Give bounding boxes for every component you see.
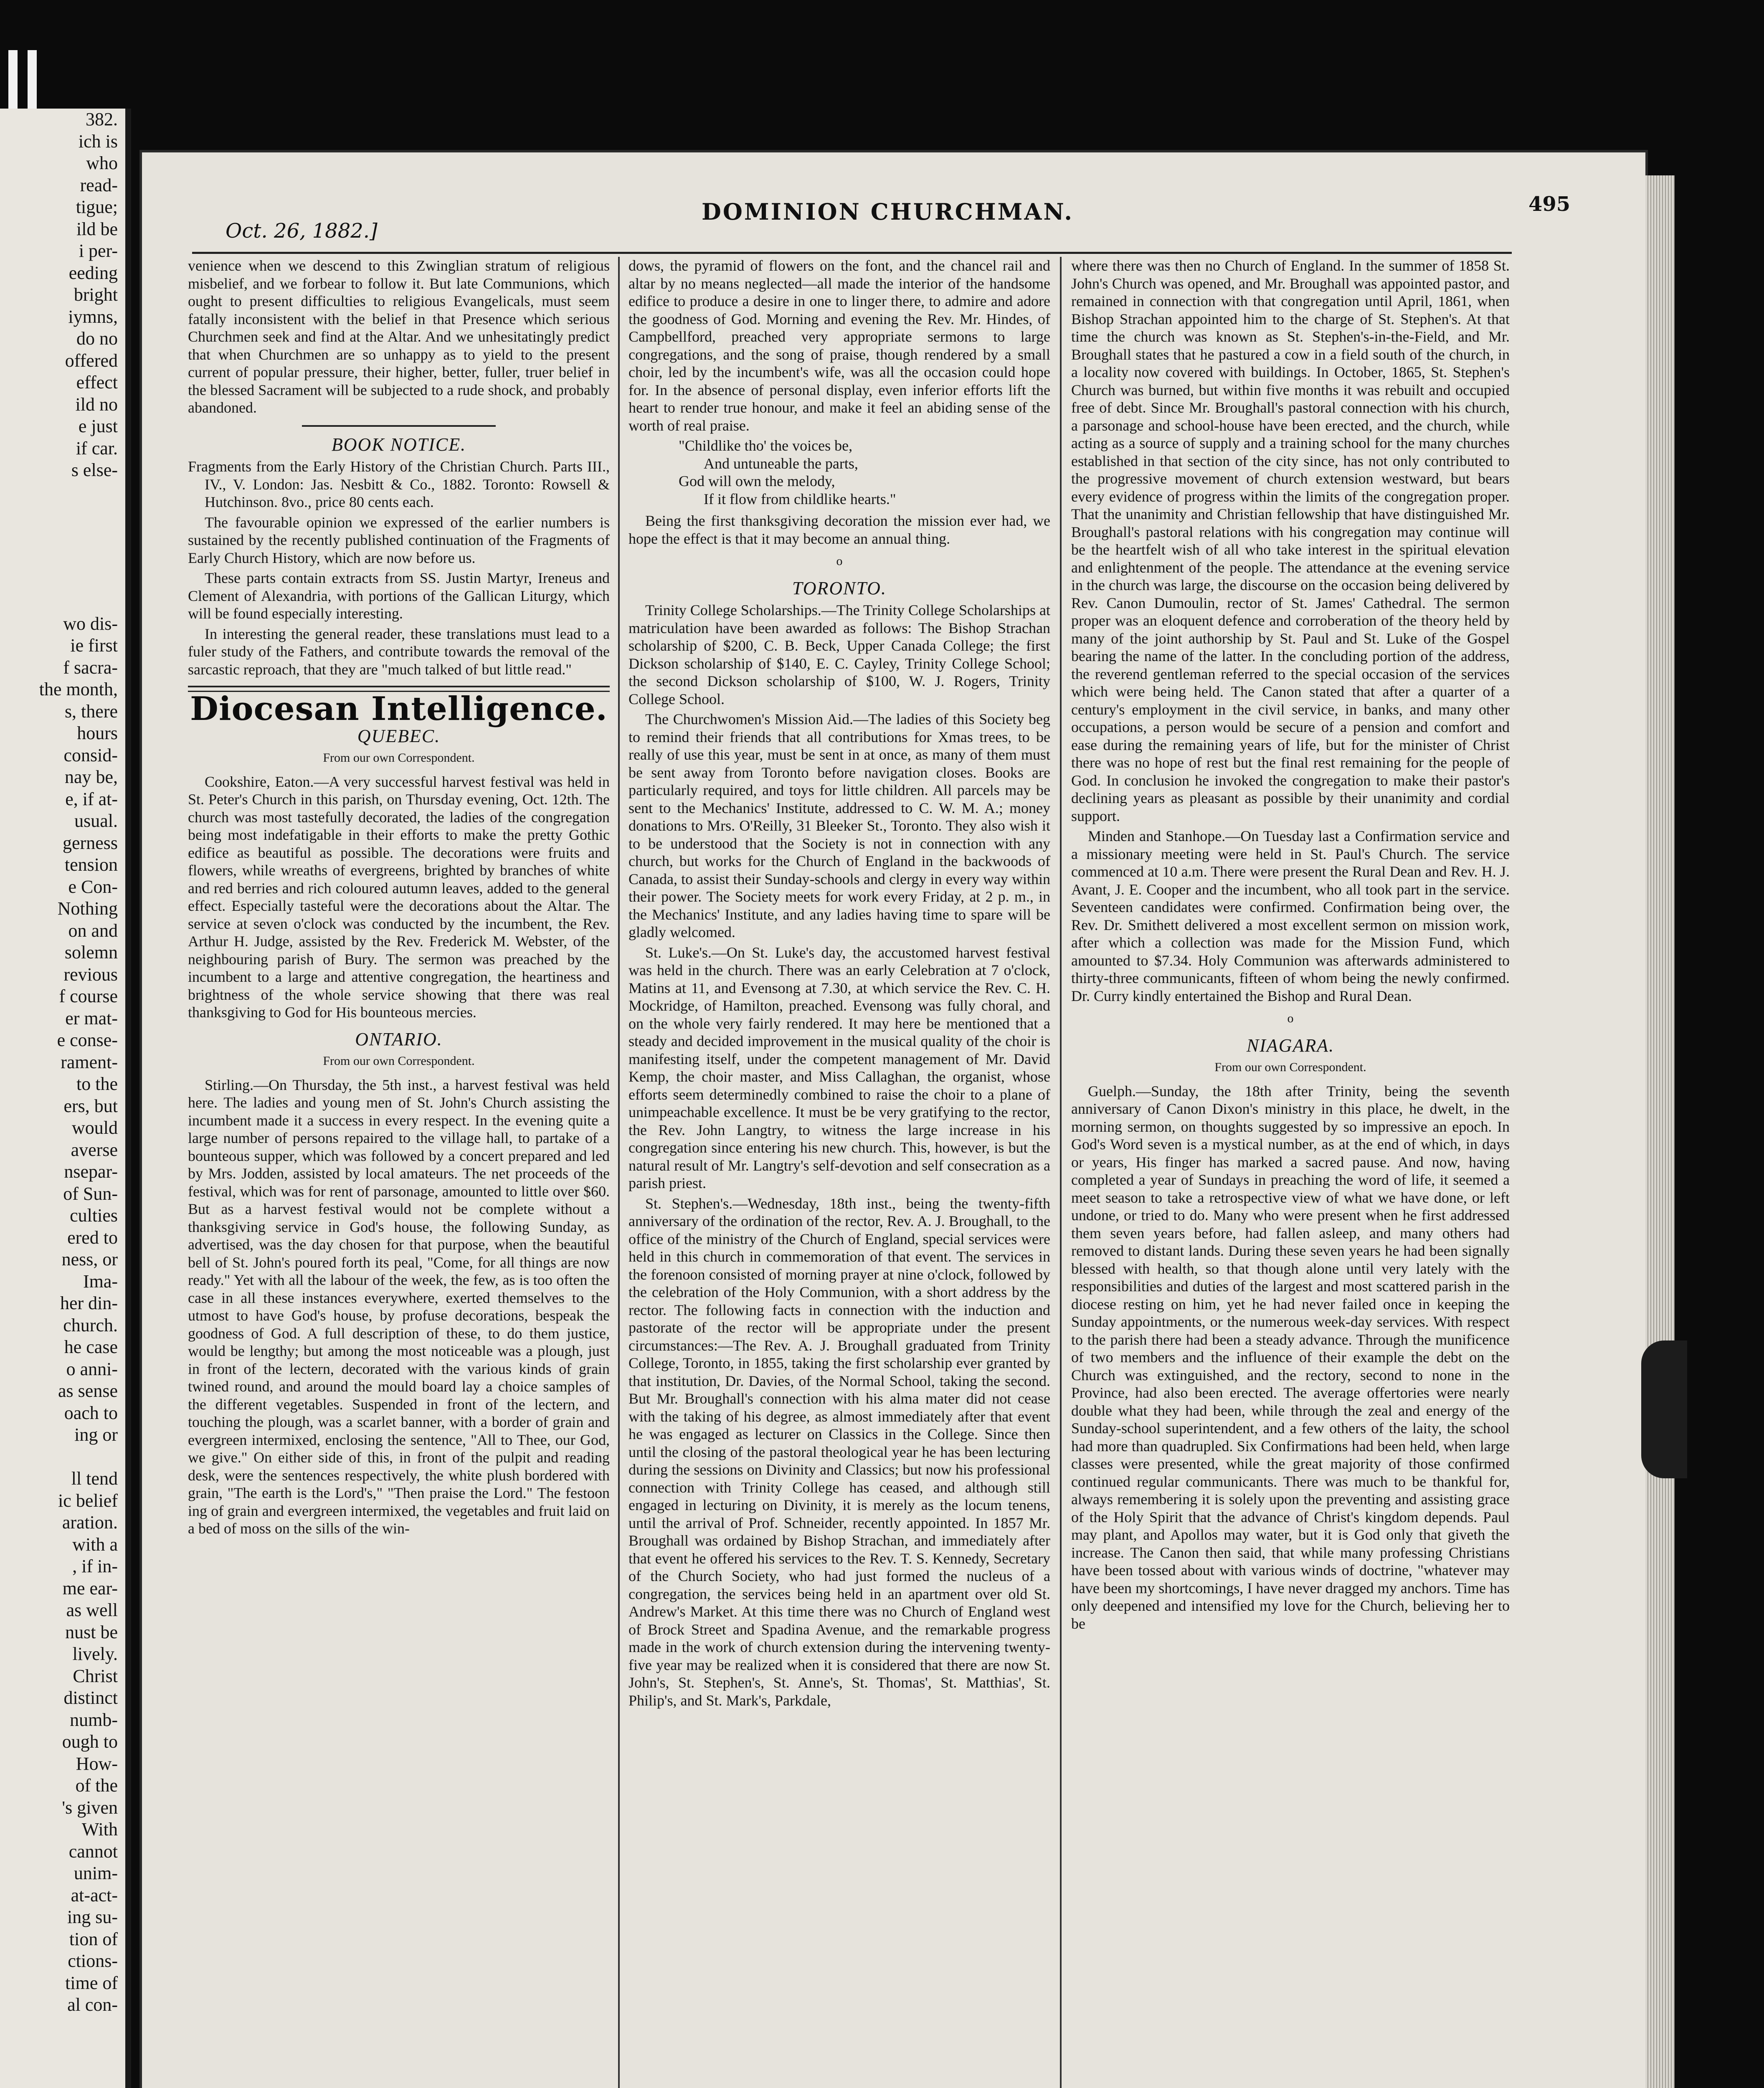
fragment-line: Nothing — [57, 898, 118, 919]
fragment-line: nay be, — [64, 767, 118, 787]
fragment-line: on and — [68, 920, 118, 941]
fragment-line: numb- — [70, 1709, 118, 1730]
section-ornament: o — [1287, 1011, 1294, 1025]
diocese-heading: NIAGARA. — [1246, 1035, 1335, 1056]
fragment-line: wo dis- — [63, 613, 118, 634]
fragment-line: i per- — [79, 241, 118, 261]
fragment-line — [0, 503, 125, 525]
fragment-line: 's given — [62, 1797, 118, 1818]
book-notice-paragraph: These parts contain extracts from SS. Justin Martyr, Ireneus and Clement of Alexandria, with portions of the Gallican Liturgy, which will be found especially interesting. — [188, 570, 610, 622]
fragment-line: ie first — [70, 635, 118, 656]
fragment-line: s else- — [71, 460, 118, 480]
fragment-line: consid- — [63, 745, 118, 765]
fragment-line: me ear- — [62, 1578, 118, 1599]
fragment-line: How- — [76, 1753, 118, 1774]
fragment-line: distinct — [63, 1688, 118, 1708]
fragment-line: the month, — [39, 679, 118, 699]
fragment-line: 382. — [86, 109, 118, 129]
adjacent-page-fragment — [0, 109, 131, 2088]
fragment-line: f sacra- — [63, 657, 118, 678]
fragment-line: solemn — [64, 942, 118, 963]
fragment-line: nsepar- — [64, 1161, 118, 1182]
binding-clip — [1641, 1340, 1687, 1478]
fragment-line: ich is — [78, 131, 118, 152]
fragment-line: usual. — [74, 811, 118, 831]
fragment-line: unim- — [74, 1863, 118, 1883]
verse-line: If it flow from childlike hearts." — [704, 490, 896, 507]
fragment-line: nust be — [65, 1622, 118, 1642]
verse-line: And untuneable the parts, — [704, 455, 858, 472]
page-number: 495 — [1528, 193, 1571, 216]
article-continuation: where there was then no Church of England. In the summer of 1858 St. John's Church was opened, and Mr. Broughall was appointed pastor, and remained in connection with that congregation until April, 1861, when Bishop Strachan appointed him to the charge of St. Stephen's. At that time the church was known as St. Stephen's-in-the-Field, and Mr. Broughall states that he pastured a cow in a field south of the church, in a locality now covered with buildings. In October, 1865, St. Stephen's Church was burned, but within five months it was rebuilt and occupied free of debt. Since Mr. Broughall's pastoral connection with his church, a parsonage and school-house have been erected, and the church, while acting as a source of supply and a training school for the many churches established in that section of the city since, has not only contributed to the progressive movement of church extension westward, but bears every evidence of progress within the limits of the congregation proper. That the unanimity and Christian fellowship that have distinguished Mr. Broughall's pastoral relations with his congregation may continue will be the heartfelt wish of all who take interest in the spiritual elevation and enlightenment of the people. The attendance at the evening service in the church was large, the discourse on the occasion being delivered by Rev. Canon Dumoulin, rector of St. James' Cathedral. The sermon proper was an eloquent defence and corroberation of the theory held by many of the joint authorship by St. Paul and St. Luke of the Gospel bearing the name of the latter. In the concluding portion of the address, the reverend gentleman referred to the special occasion of the services which were being held. The Canon stated that after a quarter of a century's employment in the civil service, in banks, and many other occupations, a person would be secure of a pension and comfort and ease during the remaining years of life, but for the minister of Christ there was no hope of rest but the final rest remaining for the people of God. In conclusion he invoked the congregation to make their pastor's declining years as pleasant as possible by their unanimity and cordial support. — [1071, 257, 1510, 824]
news-item: The Churchwomen's Mission Aid.—The ladies of this Society beg to remind their friends that all contributions for Xmas trees, to be really of use this year, must be sent in at once, as many of them must be sent away from Toronto before navigation closes. Books are particularly required, and toys for little children. All parcels may be sent to the Mechanics' Institute, addressed to C. W. M. A.; money donations to Mrs. O'Reilly, 31 Bleeker St., Toronto. They also wish it to be understood that the Society is not in connection with any church, but works for the Church of England in the backwoods of Canada, to assist their Sunday-schools and clergy in every way within their power. The Society meets for work every Friday, at 2 p. m., in the Mechanics' Institute, and any ladies having time to spare will be gladly welcomed. — [629, 711, 1050, 940]
fragment-line — [0, 525, 125, 547]
issue-date: Oct. 26, 1882.] — [226, 219, 378, 243]
fragment-line: her din- — [60, 1293, 118, 1313]
fragment-line: with a — [72, 1534, 118, 1555]
fragment-line: e, if at- — [65, 788, 118, 809]
fragment-line: rament- — [61, 1052, 118, 1072]
fragment-line: as well — [66, 1600, 118, 1620]
column-divider — [618, 257, 620, 2088]
fragment-line: iymns, — [68, 306, 118, 327]
fragment-line: if car. — [76, 438, 118, 459]
fragment-line — [0, 547, 125, 569]
fragment-line: ough to — [62, 1731, 118, 1752]
news-item: St. Stephen's.—Wednesday, 18th inst., being the twenty-fifth anniversary of the ordination of the rector, Rev. A. J. Broughall, to the office of the ministry of the Church of England, special services were held in this church in commemoration of that event. The services in the forenoon consisted of morning prayer at nine o'clock, followed by the celebration of the Holy Communion, with a short address by the rector. The following facts in connection with the induction and pastorate of the rector will be appropriate under the present circumstances:—The Rev. A. J. Broughall graduated from Trinity College, Toronto, in 1855, taking the first scholarship ever granted by that institution, Dr. Davies, of the Normal School, taking the second. But Mr. Broughall's connection with his alma mater did not cease with the taking of his degree, as almost immediately after that event he was engaged as lecturer on Classics in the College. Since then until the closing of the pastoral theological year he has been lecturing during the sessions on Divinity and Classics; but now his professional connection with Trinity College has ceased, and although still engaged in lecturing on Divinity, it is merely as the locum tenens, until the arrival of Prof. Schneider, recently appointed. In 1857 Mr. Broughall was ordained by Bishop Strachan, and immediately after that event he offered his services to the Rev. T. S. Kennedy, Secretary of the Church Society, who had just formed the nucleus of a congregation, the services being held in an apartment over old St. Andrew's Market. At this time there was no Church of England west of Brock Street and Spadina Avenue, and the remarkable progress made in the work of church extension during the intervening twenty-five year may be realized when it is considered that there are now St. John's, St. Stephen's, St. Anne's, St. Thomas', St. Matthias', St. Philip's, and St. Mark's, Parkdale, — [629, 1195, 1050, 1709]
fragment-line: tension — [64, 854, 118, 875]
section-ornament: o — [836, 554, 843, 568]
news-item: Trinity College Scholarships.—The Trinity College Scholarships at matriculation have been awarded as follows: The Bishop Strachan scholarship of $200, C. B. Beck, Upper Canada College; the first Dickson scholarship of $140, E. C. Cayley, Trinity College School; the second Dickson scholarship of $100, W. J. Rogers, Trinity College School. — [629, 602, 1050, 707]
book-notice-heading: BOOK NOTICE. — [331, 434, 466, 455]
fragment-line: who — [86, 153, 118, 173]
fragment-line: lively. — [72, 1644, 118, 1664]
fragment-line: read- — [80, 175, 118, 195]
correspondent-line: From our own Correspondent. — [323, 1054, 475, 1068]
fragment-line: do no — [76, 328, 118, 349]
fragment-line: ll tend — [71, 1468, 118, 1489]
book-citation: Fragments from the Early History of the Christian Church. Parts III., IV., V. London: Jas. Nesbitt & Co., 1882. Toronto: Rowsell & Hutchinson. 8vo., price 80 cents each. — [188, 458, 610, 510]
fragment-line — [0, 1446, 125, 1468]
newspaper-page — [142, 152, 1645, 2088]
verse-line: "Childlike tho' the voices be, — [679, 437, 853, 454]
fragment-line: bright — [74, 284, 118, 305]
fragment-line — [0, 569, 125, 591]
fragment-line: ers, but — [63, 1095, 118, 1116]
fragment-line: tigue; — [76, 197, 118, 217]
news-item: Cookshire, Eaton.—A very successful harvest festival was held in St. Peter's Church in this parish, on Thursday evening, Oct. 12th. The church was most tastefully decorated, the ladies of the congregation being most indefatigable in their efforts to make the pretty Gothic edifice as beautiful as possible. The decorations were fruits and flowers, while wreaths of evergreens, brighted by branches of white and red berries and rich coloured autumn leaves, added to the general effect. Especially tasteful were the decorations about the Altar. The service at seven o'clock was conducted by the incumbent, the Rev. Arthur H. Judge, assisted by the Rev. Frederick M. Webster, of the neighbouring parish of Bury. The sermon was preached by the incumbent to a large and attentive congregation, the heartiness and brightness of the whole service showing that there was real thanksgiving to God for His bounteous mercies. — [188, 773, 610, 1021]
fragment-line: er mat- — [65, 1008, 118, 1029]
fragment-line: aration. — [62, 1512, 118, 1533]
book-notice-paragraph: The favourable opinion we expressed of the earlier numbers is sustained by the recently published continuation of the Fragments of Early Church History, which are now before us. — [188, 514, 610, 566]
fragment-line: ered to — [67, 1227, 118, 1248]
fragment-line: ctions- — [68, 1951, 118, 1971]
fragment-line: at-act- — [71, 1885, 118, 1906]
page-header — [142, 152, 1645, 243]
correspondent-line: From our own Correspondent. — [1214, 1060, 1366, 1074]
fragment-line: gerness — [63, 832, 118, 853]
fragment-line: cannot — [68, 1841, 118, 1862]
verse-line: God will own the melody, — [679, 473, 835, 489]
fragment-line: of the — [75, 1775, 118, 1796]
column-1 — [188, 257, 610, 2088]
column-divider — [1060, 257, 1062, 2088]
news-item: Stirling.—On Thursday, the 5th inst., a harvest festival was held here. The ladies and young men of St. John's Church assisting the incumbent made it a success in every respect. In the evening quite a large number of persons repaired to the village hall, to partake of a bounteous supper, which was followed by a concert prepared and led by Mrs. Jodden, assisted by local amateurs. The net proceeds of the festival, which was for rent of parsonage, amounted to little over $60. But as a harvest festival would not be complete without a thanksgiving service in God's house, the following Sunday, as advertised, was the day chosen for that purpose, when the beautiful bell of St. John's poured forth its peal, "Come, for all things are now ready." Yet with all the labour of the week, the few, as is too often the case in all these instances everywhere, exerted themselves to the utmost to have God's house, by profuse decorations, bespeak the goodness of God. A full description of these, to do them justice, would be lengthy; but among the most noticeable was a plough, just in front of the lectern, decorated with the various kinds of grain twined round, and around the mould board lay a choice samples of the different vegetables. Suspended in front of the lectern, and touching the plough, was a scarlet banner, with a border of grain and evergreen intermixed, enclosing the sentence, "All to Thee, our God, we give." On either side of this, in front of the pulpit and reading desk, were the sentences respectively, the white plush bordered with grain, "The earth is the Lord's," "Then praise the Lord." The festoon ing of grain and evergreen intermixed, the vegetables and fruit laid on a bed of moss on the sills of the win- — [188, 1076, 610, 1537]
fragment-line: Christ — [73, 1665, 118, 1686]
fragment-line: al con- — [67, 1994, 118, 2015]
correspondent-line: From our own Correspondent. — [323, 751, 475, 765]
fragment-line: With — [81, 1819, 118, 1840]
page-stack-edge — [1645, 175, 1675, 2088]
fragment-line: ic belief — [58, 1490, 118, 1511]
fragment-line: eeding — [68, 262, 118, 283]
fragment-line: time of — [65, 1972, 118, 1993]
fragment-line: ild be — [76, 218, 118, 239]
fragment-line: culties — [70, 1205, 118, 1226]
news-item: Minden and Stanhope.—On Tuesday last a Confirmation service and a missionary meeting were held in St. Paul's Church. The service commenced at 10 a.m. There were present the Rural Dean and Rev. H. J. Avant, J. E. Cooper and the incumbent, who all took part in the service. Seventeen candidates were confirmed. Confirmation being over, the Rev. Dr. Smithett delivered a most excellent sermon on mission work, after which a collection was made for the Mission Fund, which amounted to $7.34. Holy Communion was afterwards administered to thirty-three communicants, fifteen of whom being the newly confirmed. Dr. Curry kindly entertained the Bishop and Rural Dean. — [1071, 828, 1510, 1004]
article-continuation: dows, the pyramid of flowers on the font, and the chancel rail and altar by no means neglected—all made the interior of the handsome edifice to produce a desire in one to linger there, to admire and adore the goodness of God. Morning and evening the Rev. Mr. Hindes, of Campbellford, preached very appropriate sermons to large congregations, and the song of praise, though rendered by a small choir, led by the incumbent's wife, was all the occasion could hope for. In the absence of personal display, even inferior efforts lift the heart to render true honour, and make it feel an abiding sense of the worth of real praise. — [629, 257, 1050, 434]
news-item: Being the first thanksgiving decoration the mission ever had, we hope the effect is that it may become an annual thing. — [629, 512, 1050, 547]
fragment-line: offered — [65, 350, 118, 371]
book-notice-paragraph: In interesting the general reader, these translations must lead to a fuler study of the Fathers, and contribute towards the removal of the sarcastic reproach, that they are "much talked of but little read." — [188, 625, 610, 678]
fragment-line: hours — [77, 723, 118, 743]
fragment-line: f course — [59, 986, 118, 1006]
section-rule — [302, 425, 496, 427]
fragment-line: averse — [71, 1139, 118, 1160]
fragment-line: ild no — [75, 394, 118, 415]
fragment-line: Ima- — [83, 1271, 118, 1292]
news-item: Guelph.—Sunday, the 18th after Trinity, being the seventh anniversary of Canon Dixon's ministry in this place, he dwelt, in the morning sermon, on thoughts suggested by so impressive an epoch. In God's Word seven is a mystical number, as at the end of which, in days or years, His finger has marked a sacred pause. And now, having completed a year of Sundays in preaching the word of life, it seemed a meet season to take a retrospective view of what we have done, or left undone, or tried to do. Many who were present when he first addressed them seven years before, had fallen asleep, and many others had removed to distant lands. During these seven years he had been signally blessed with health, so that though alone until very lately with the responsibilities and duties of the largest and most scattered parish in the diocese resting on him, yet he had never failed once in keeping the Sunday appointments, or the numerous week-day services. With respect to the parish there had been a steady advance. Through the munificence of two members and the influence of their example the debt on the Church was extinguished, and the rectory, second to none in the Province, had also been erected. The average offertories were nearly double what they had been, while through the zeal and energy of the Sunday-school superintendent, and a few others of the laity, the school had more than quadrupled. Six Confirmations had been held, when large classes were presented, while the great majority of those confirmed continued regular communicants. There was much to be thankful for, always remembering it is solely upon the preventing and assisting grace of the Holy Spirit that the advance of Christ's kingdom depends. Paul may plant, and Apollos may water, but it is God only that giveth the increase. The Canon then said, that while many professing Christians have been tossed about with various winds of doctrine, "whatever may have been my shortcomings, I have never dragged my anchors. Time has only deepened and intensified my love for the Church, believing her to be — [1071, 1082, 1510, 1632]
fragment-line: s, there — [64, 701, 118, 722]
fragment-line: church. — [63, 1315, 118, 1335]
fragment-line: e Con- — [68, 876, 118, 897]
diocese-heading: QUEBEC. — [357, 725, 441, 746]
section-title: Diocesan Intelligence. — [190, 690, 608, 728]
fragment-line: o anni- — [66, 1358, 118, 1379]
fragment-line: would — [72, 1117, 118, 1138]
hymn-verse — [679, 437, 1050, 508]
fragment-line — [0, 481, 125, 504]
fragment-line — [0, 591, 125, 613]
fragment-line: as sense — [58, 1381, 118, 1401]
fragment-line: revious — [63, 964, 118, 985]
fragment-line: e conse- — [57, 1030, 118, 1050]
masthead-title: DOMINION CHURCHMAN. — [702, 198, 1074, 225]
article-continuation: venience when we descend to this Zwinglian stratum of religious misbelief, and we forbear to follow it. But late Communions, which ought to present difficulties to religious Evangelicals, must seem fatally inconsistent with the belief in that Presence which serious Churchmen seek and find at the Altar. And we unhesitatingly predict that when Churchmen are so unhappy as to yield to the present current of popular pressure, their higher, better, fuller, truer belief in the blessed Sacrament will be subjected to a rude shock, and probably abandoned. — [188, 257, 610, 416]
diocese-heading: TORONTO. — [792, 578, 887, 598]
fragment-line: e just — [78, 416, 118, 436]
fragment-line: ing or — [74, 1424, 118, 1445]
fragment-line: of Sun- — [63, 1183, 118, 1204]
fragment-line: tion of — [69, 1928, 118, 1949]
column-3 — [1071, 257, 1510, 2088]
fragment-line: he case — [64, 1337, 118, 1357]
header-rule — [192, 252, 1512, 254]
column-2 — [629, 257, 1050, 2088]
fragment-line: effect — [76, 372, 118, 393]
diocese-heading: ONTARIO. — [355, 1029, 443, 1049]
fragment-line: ing su- — [67, 1907, 118, 1927]
fragment-line: oach to — [64, 1402, 118, 1423]
news-item: St. Luke's.—On St. Luke's day, the accustomed harvest festival was held in the church. There was an early Celebration at 7 o'clock, Matins at 11, and Evensong at 7.30, at which service the Rev. C. H. Mockridge, of Hamilton, preached. Evensong was fully choral, and on the whole very fairly rendered. It may here be mentioned that a steady and decided improvement in the musical quality of the choir is manifesting itself, under the competent management of Mr. David Kemp, the choir master, and Miss Callaghan, the organist, whose efforts seem determinedly combined to raise the choir to a plane of unimpeachable excellence. It must be be very gratifying to the rector, the Rev. John Langtry, to witness the large increase in his congregation since entering his new church. This, however, is but the natural result of Mr. Langtry's self-devotion and self consecration as a parish priest. — [629, 944, 1050, 1191]
fragment-line: to the — [76, 1074, 118, 1094]
fragment-line: ness, or — [61, 1249, 118, 1270]
fragment-line: , if in- — [72, 1556, 118, 1576]
